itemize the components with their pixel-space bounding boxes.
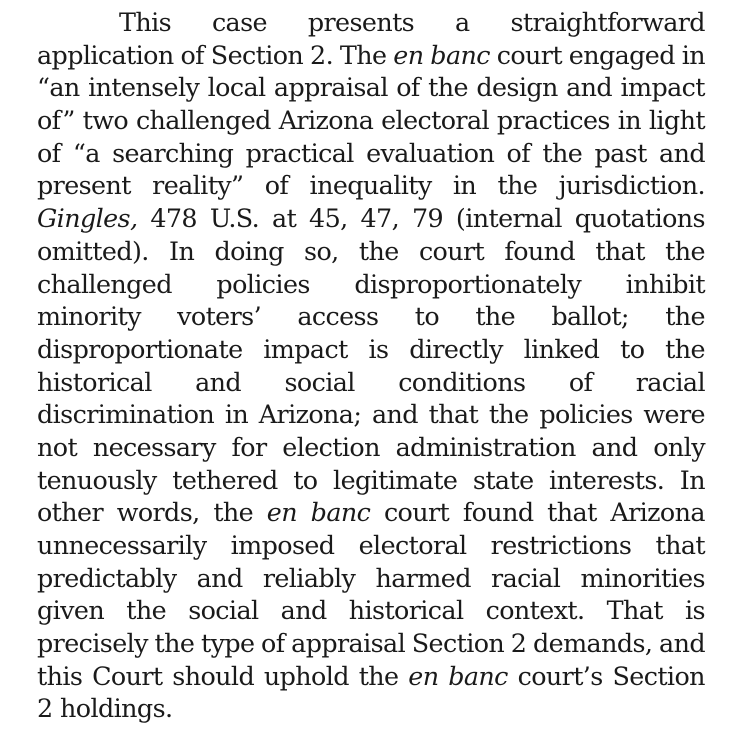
word: the [488, 399, 529, 430]
word: and [196, 562, 243, 593]
word: necessary [92, 431, 216, 462]
word: harmed [375, 562, 471, 593]
word: tethered [172, 464, 278, 495]
text-line [37, 300, 705, 333]
word: is [685, 595, 705, 626]
word: In [169, 235, 195, 266]
word: 2 [37, 693, 53, 724]
italic-word: Gingles, [37, 203, 138, 234]
word: that [428, 399, 479, 430]
word: precisely [37, 628, 148, 659]
word: and [659, 628, 705, 659]
word: predictably [37, 562, 177, 593]
text-line [37, 398, 705, 431]
text-line [37, 333, 705, 366]
italic-word: banc [430, 39, 490, 70]
word: engaged [568, 39, 675, 70]
text-line [37, 594, 705, 627]
word: That [606, 595, 663, 626]
word: and [280, 595, 327, 626]
word: other [37, 497, 104, 528]
word: state [472, 464, 534, 495]
word: is [368, 333, 389, 364]
word: this [37, 660, 83, 691]
text-line [37, 6, 705, 39]
word: Court [92, 660, 163, 691]
word: challenged [37, 268, 172, 299]
text-line [37, 137, 705, 170]
word: the [497, 170, 538, 201]
word: disproportionate [37, 333, 243, 364]
word: of [396, 72, 420, 103]
word: the [213, 497, 254, 528]
word: only [653, 431, 705, 462]
word: uphold [263, 660, 349, 691]
word: of” [37, 105, 75, 136]
word: the [358, 235, 399, 266]
italic-word: en [266, 497, 297, 528]
word: social [284, 366, 355, 397]
word: disproportionately [354, 268, 582, 299]
text-line [37, 366, 705, 399]
word: and [195, 366, 242, 397]
word: linked [523, 333, 600, 364]
word: legitimate [333, 464, 458, 495]
word: inequality [309, 170, 432, 201]
word: 79 [411, 203, 444, 234]
word: jurisdiction. [558, 170, 705, 201]
text-line [37, 496, 705, 529]
word: Section [210, 39, 304, 70]
word: discrimination [37, 399, 215, 430]
word: of [180, 39, 204, 70]
word: Arizona [278, 105, 374, 136]
word: practices [496, 105, 610, 136]
word: quotations [574, 203, 705, 234]
word: context. [485, 595, 585, 626]
word: Section [411, 628, 505, 659]
word: historical [37, 366, 152, 397]
word: application [37, 39, 174, 70]
word: in [224, 399, 249, 430]
word: of [506, 137, 531, 168]
text-line [37, 71, 705, 104]
word: racial [635, 366, 705, 397]
word: of [37, 137, 61, 168]
word: interests. [549, 464, 665, 495]
word: court [496, 39, 562, 70]
text-line [37, 627, 705, 660]
word: social [188, 595, 259, 626]
word: and [659, 137, 705, 168]
word: presents [307, 7, 415, 37]
text-line [37, 169, 705, 202]
word: U.S. [209, 203, 260, 234]
word: court’s [517, 660, 603, 691]
text-line [37, 202, 705, 235]
word: court [383, 497, 450, 528]
word: for [231, 431, 267, 462]
word: the [542, 137, 583, 168]
word: past [594, 137, 647, 168]
word: evaluation [366, 137, 495, 168]
word: demands, [533, 628, 653, 659]
word: appraisal [291, 628, 406, 659]
word: to [414, 301, 440, 332]
word: the [665, 333, 705, 364]
word: unnecessarily [37, 530, 207, 560]
word: electoral [358, 530, 467, 560]
italic-word: banc [448, 660, 508, 691]
word: omitted). [37, 235, 149, 266]
word: 45, [309, 203, 348, 234]
word: to [293, 464, 318, 495]
word: appraisal [273, 72, 388, 103]
text-line [37, 692, 705, 725]
word: (internal [455, 203, 562, 234]
word: the [665, 301, 705, 332]
word: of [568, 366, 593, 397]
word: access [297, 301, 379, 332]
word: 2 [510, 628, 527, 659]
text-line [37, 39, 705, 72]
legal-brief-paragraph [37, 6, 705, 725]
word: that [595, 235, 645, 266]
word: policies [216, 268, 310, 299]
italic-word: en [393, 39, 424, 70]
word: ballot; [551, 301, 629, 332]
word: of [264, 170, 289, 201]
word: were [643, 399, 705, 430]
word: in [681, 39, 705, 70]
word: not [37, 431, 78, 462]
word: reality” [152, 170, 244, 201]
word: words, [116, 497, 200, 528]
word: at [272, 203, 297, 234]
word: holdings. [60, 693, 173, 724]
word: “a [72, 137, 100, 168]
word: that [655, 530, 705, 560]
word: design [476, 72, 558, 103]
word: case [211, 7, 267, 37]
word: and [566, 72, 613, 103]
word: racial [491, 562, 561, 593]
word: in [452, 170, 477, 201]
word: that [547, 497, 597, 528]
word: a [455, 7, 470, 37]
word: and [591, 431, 638, 462]
word: type [200, 628, 255, 659]
word: 2. [310, 39, 334, 70]
word: 47, [360, 203, 400, 234]
text-line [37, 562, 705, 595]
word: Arizona [610, 497, 705, 528]
word: local [207, 72, 266, 103]
word: given [37, 595, 105, 626]
word: in [617, 105, 641, 136]
word: found [462, 497, 534, 528]
word: reliably [262, 562, 356, 593]
word: “an [37, 72, 80, 103]
word: This [119, 7, 172, 37]
text-line [37, 529, 705, 562]
word: 478 [150, 203, 197, 234]
word: impact [620, 72, 705, 103]
word: challenged [135, 105, 271, 136]
word: and [372, 399, 418, 430]
word: conditions [398, 366, 526, 397]
word: Arizona; [258, 399, 362, 430]
word: minority [37, 301, 141, 332]
word: imposed [230, 530, 335, 560]
word: The [339, 39, 387, 70]
word: found [504, 235, 576, 266]
word: the [665, 235, 705, 266]
word: inhibit [625, 268, 705, 299]
word: historical [348, 595, 464, 626]
word: election [282, 431, 380, 462]
word: to [620, 333, 645, 364]
word: doing [214, 235, 284, 266]
text-line [37, 660, 705, 693]
word: tenuously [37, 464, 157, 495]
italic-word: banc [310, 497, 371, 528]
word: administration [395, 431, 576, 462]
word: court [418, 235, 485, 266]
word: light [648, 105, 705, 136]
word: practical [245, 137, 354, 168]
word: should [172, 660, 255, 691]
word: so, [304, 235, 339, 266]
word: the [428, 72, 468, 103]
word: intensely [88, 72, 200, 103]
text-line [37, 464, 705, 497]
word: impact [263, 333, 348, 364]
word: the [475, 301, 516, 332]
word: present [37, 170, 131, 201]
word: voters’ [177, 301, 262, 332]
word: the [154, 628, 195, 659]
word: In [679, 464, 705, 495]
word: searching [112, 137, 234, 168]
word: straightforward [510, 7, 705, 37]
word: policies [539, 399, 633, 430]
word: directly [409, 333, 503, 364]
word: two [82, 105, 129, 136]
word: the [358, 660, 399, 691]
text-line [37, 268, 705, 301]
text-line [37, 431, 705, 464]
word: minorities [580, 562, 705, 593]
italic-word: en [408, 660, 439, 691]
word: electoral [381, 105, 490, 136]
word: the [126, 595, 167, 626]
word: of [261, 628, 285, 659]
text-line [37, 235, 705, 268]
text-line [37, 104, 705, 137]
word: Section [612, 660, 705, 691]
word: restrictions [490, 530, 632, 560]
